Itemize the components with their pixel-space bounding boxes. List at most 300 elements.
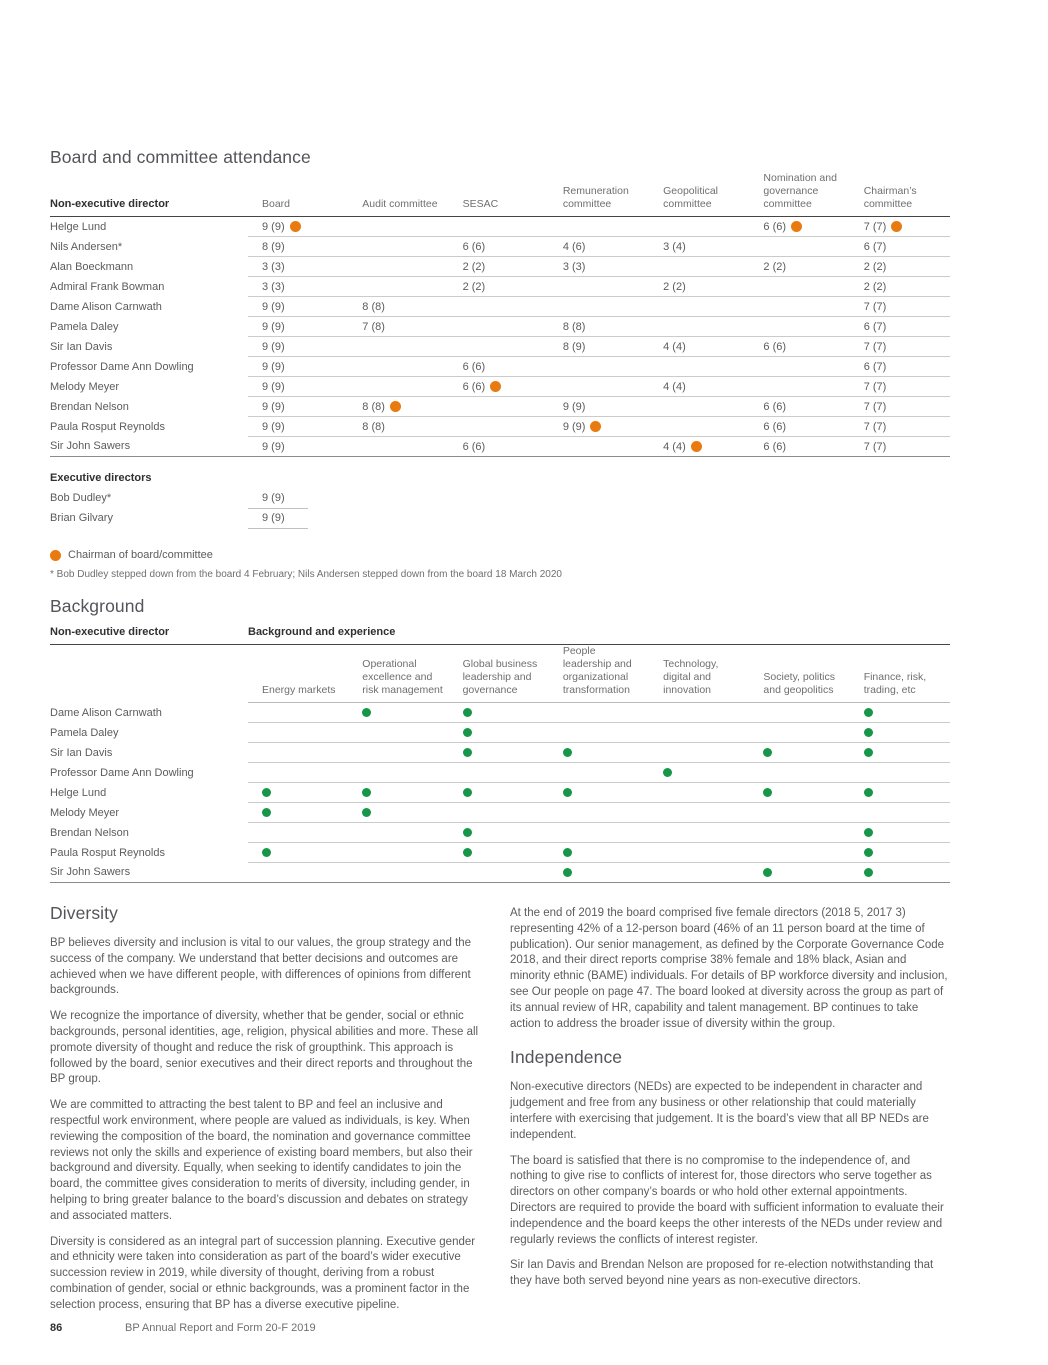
attendance-cell [649, 297, 749, 317]
experience-cell [850, 783, 950, 803]
attendance-value: 6 (6) [763, 340, 787, 353]
chairman-dot-icon [691, 441, 702, 452]
attendance-cell [549, 397, 649, 417]
experience-cell [348, 823, 448, 843]
director-name: Bob Dudley* [50, 492, 112, 504]
attendance-table-row [50, 377, 950, 397]
attendance-table-row [50, 237, 950, 257]
experience-dot-icon [463, 728, 472, 737]
attendance-cell [850, 217, 950, 237]
background-column-header: Finance, risk, trading, etc [850, 645, 950, 703]
experience-cell [348, 703, 448, 723]
experience-cell [649, 763, 749, 783]
experience-dot-icon [563, 788, 572, 797]
attendance-header-row [50, 172, 950, 217]
experience-cell [649, 823, 749, 843]
background-table-body [50, 703, 950, 883]
director-name: Brendan Nelson [50, 826, 129, 839]
experience-dot-icon [362, 708, 371, 717]
chairman-dot-icon [791, 221, 802, 232]
attendance-value: 9 (9) [562, 420, 586, 433]
attendance-value: 6 (7) [863, 240, 887, 253]
experience-cell [449, 703, 549, 723]
attendance-cell [649, 377, 749, 397]
body-paragraph: Sir Ian Davis and Brendan Nelson are proposed for re-election notwithstanding that they have both served beyond nine years as non-executive directors. [510, 1259, 934, 1288]
attendance-cell [549, 377, 649, 397]
experience-cell [248, 743, 348, 763]
attendance-value: 6 (6) [462, 240, 486, 253]
experience-dot-icon [463, 708, 472, 717]
attendance-cell [449, 317, 549, 337]
attendance-cell [649, 237, 749, 257]
director-name: Dame Alison Carnwath [50, 706, 162, 719]
attendance-table-row [50, 417, 950, 437]
attendance-value: 4 (4) [663, 340, 686, 353]
experience-cell [248, 763, 348, 783]
experience-cell [649, 803, 749, 823]
attendance-value: 8 (8) [362, 300, 385, 313]
attendance-table-wrap [50, 172, 950, 457]
chairman-dot-icon [590, 421, 601, 432]
attendance-cell [348, 237, 448, 257]
experience-cell [749, 823, 849, 843]
background-table-row [50, 783, 950, 803]
experience-dot-icon [763, 788, 772, 797]
attendance-value: 6 (7) [863, 360, 887, 373]
attendance-cell [449, 257, 549, 277]
attendance-value: 8 (9) [262, 240, 285, 253]
independence-paragraphs [510, 1080, 948, 1290]
experience-dot-icon [864, 828, 873, 837]
attendance-cell [549, 417, 649, 437]
attendance-value: 9 (9) [248, 488, 308, 509]
attendance-cell [850, 297, 950, 317]
attendance-value: 4 (4) [663, 380, 686, 393]
attendance-value: 3 (3) [262, 260, 285, 273]
attendance-value: 7 (7) [863, 220, 887, 233]
executive-directors-block [50, 472, 308, 528]
attendance-cell [749, 357, 849, 377]
background-section-title: Background [50, 596, 145, 616]
attendance-cell [649, 217, 749, 237]
executive-director-row [50, 488, 308, 508]
experience-dot-icon [463, 788, 472, 797]
experience-dot-icon [563, 848, 572, 857]
experience-cell [850, 843, 950, 863]
experience-dot-icon [763, 868, 772, 877]
attendance-value: 9 (9) [262, 220, 285, 233]
attendance-value: 9 (9) [262, 300, 285, 313]
attendance-cell [549, 217, 649, 237]
attendance-cell [449, 397, 549, 417]
attendance-cell [549, 257, 649, 277]
attendance-cell [348, 357, 448, 377]
attendance-cell [248, 337, 348, 357]
background-column-header: Energy markets [248, 645, 348, 703]
attendance-cell [449, 377, 549, 397]
attendance-value: 3 (3) [262, 280, 285, 293]
experience-cell [248, 843, 348, 863]
experience-dot-icon [262, 848, 271, 857]
experience-cell [549, 703, 649, 723]
experience-cell [850, 703, 950, 723]
attendance-value: 9 (9) [262, 400, 285, 413]
attendance-cell [449, 417, 549, 437]
body-paragraph: At the end of 2019 the board comprised five female directors (2018 5, 2017 3) representing 42% of a 12-person board (46% of an 11 person board at the time of publication). Our senior management, as defined by the Corporate Governance Code 2018, and their direct reports comprise 38% female and 18% black, Asian and minority ethnic (BAME) individuals. For details of BP workforce diversity and inclusion, see Our people on page 47. The board looked at diversity across the group as part of its annual review of HR, capability and talent management. BP continues to take action to address the broader issue of diversity within the group. [510, 907, 948, 1030]
body-paragraph: We recognize the importance of diversity, whether that be gender, social or ethnic backgrounds, personal identities, age, religion, physical abilities and more. These all promote diversity of thought and reduce the risk of groupthink. This approach is followed by the board, senior executives and their direct reports and throughout the BP group. [50, 1010, 479, 1086]
experience-cell [649, 783, 749, 803]
attendance-cell [549, 357, 649, 377]
executive-directors-header: Executive directors [50, 472, 152, 484]
attendance-table-row [50, 217, 950, 237]
page-footer [50, 1322, 950, 1334]
attendance-cell [749, 397, 849, 417]
attendance-column-header: Audit committee [348, 172, 448, 217]
experience-cell [248, 703, 348, 723]
attendance-value: 9 (9) [562, 400, 586, 413]
chairman-dot-icon [390, 401, 401, 412]
director-name: Paula Rosput Reynolds [50, 846, 165, 859]
attendance-value: 7 (7) [863, 380, 887, 393]
right-column [510, 906, 948, 1300]
experience-cell [649, 843, 749, 863]
attendance-cell [449, 277, 549, 297]
experience-dot-icon [864, 848, 873, 857]
attendance-value: 9 (9) [262, 360, 285, 373]
experience-cell [649, 863, 749, 883]
attendance-cell [348, 377, 448, 397]
body-paragraph: BP believes diversity and inclusion is vital to our values, the group strategy and the success of the company. We understand that better decisions and outcomes are achieved when we have different people, with differences of opinions from different backgrounds. [50, 937, 472, 997]
experience-cell [850, 763, 950, 783]
director-name: Professor Dame Ann Dowling [50, 766, 194, 779]
attendance-table-row [50, 257, 950, 277]
experience-cell [850, 743, 950, 763]
attendance-cell [649, 257, 749, 277]
experience-dot-icon [864, 728, 873, 737]
attendance-column-header: SESAC [449, 172, 549, 217]
experience-dot-icon [463, 828, 472, 837]
attendance-cell [348, 337, 448, 357]
attendance-value: 9 (9) [262, 340, 285, 353]
attendance-cell [348, 437, 448, 457]
attendance-cell [248, 377, 348, 397]
experience-cell [850, 863, 950, 883]
background-table-row [50, 703, 950, 723]
experience-cell [749, 723, 849, 743]
attendance-cell [850, 277, 950, 297]
experience-dot-icon [663, 768, 672, 777]
experience-cell [449, 843, 549, 863]
attendance-value: 9 (9) [262, 380, 285, 393]
attendance-cell [248, 437, 348, 457]
attendance-value: 2 (2) [462, 280, 486, 293]
attendance-value: 7 (7) [863, 400, 887, 413]
experience-cell [248, 783, 348, 803]
attendance-column-header: Chairman’s committee [850, 172, 950, 217]
background-group-header: Background and experience [248, 626, 950, 645]
experience-dot-icon [362, 808, 371, 817]
attendance-cell [248, 317, 348, 337]
report-title: BP Annual Report and Form 20-F 2019 [125, 1322, 316, 1334]
chair-legend-label: Chairman of board/committee [68, 549, 213, 561]
experience-cell [549, 823, 649, 843]
attendance-value: 4 (4) [663, 440, 686, 453]
attendance-cell [348, 397, 448, 417]
attendance-cell [549, 337, 649, 357]
director-name: Sir John Sawers [50, 863, 248, 883]
experience-cell [850, 803, 950, 823]
attendance-cell [348, 417, 448, 437]
attendance-value: 6 (6) [763, 220, 787, 233]
attendance-value: 7 (7) [863, 340, 887, 353]
chairman-dot-icon [50, 550, 61, 561]
experience-dot-icon [362, 788, 371, 797]
experience-dot-icon [864, 788, 873, 797]
attendance-cell [248, 217, 348, 237]
page-number: 86 [50, 1322, 63, 1334]
experience-cell [749, 803, 849, 823]
experience-cell [348, 723, 448, 743]
attendance-table-row [50, 437, 950, 457]
background-column-header: Global business leadership and governance [449, 645, 549, 703]
attendance-cell [549, 297, 649, 317]
attendance-cell [749, 257, 849, 277]
experience-cell [248, 823, 348, 843]
attendance-cell [749, 297, 849, 317]
attendance-cell [248, 277, 348, 297]
body-paragraph: We are committed to attracting the best talent to BP and feel an inclusive and respectful work environment, where people are valued as individuals, is key. When reviewing the composition of the board, the nomination and governance committee reviews not only the skills and experience of existing board members, but also their background and diversity. Equally, when seeking to identify candidates to join the board, the committee gives consideration to merits of diversity, including gender, in helping to bring greater balance to the board’s discussion and debates on strategy and associated matters. [50, 1099, 473, 1222]
attendance-cell [649, 317, 749, 337]
attendance-column-header: Geopolitical committee [649, 172, 749, 217]
body-paragraph: Diversity is considered as an integral part of succession planning. Executive gender and ethnicity were taken into consideration as part of the board’s wider executive succession review in 2019, while diversity of thought, deriving from a robust combination of gender, social or ethnic backgrounds, was a prominent factor in the selection process, ensuring that BP has a diverse executive pipeline. [50, 1235, 476, 1311]
attendance-value: 6 (6) [462, 440, 486, 453]
body-paragraph: Non-executive directors (NEDs) are expected to be independent in character and judgement and free from any business or other relationship that could materially interfere with exercising that judgement. It is the board’s view that all BP NEDs are independent. [510, 1081, 929, 1141]
attendance-value: 6 (6) [763, 420, 787, 433]
experience-cell [449, 803, 549, 823]
attendance-value: 6 (7) [863, 320, 887, 333]
attendance-value: 8 (9) [562, 340, 586, 353]
attendance-value: 2 (2) [863, 260, 887, 273]
experience-dot-icon [563, 868, 572, 877]
attendance-value: 6 (6) [763, 400, 787, 413]
director-name: Brendan Nelson [50, 400, 129, 413]
attendance-value: 2 (2) [462, 260, 486, 273]
attendance-table-row [50, 397, 950, 417]
director-name: Brian Gilvary [50, 512, 113, 524]
attendance-cell [549, 277, 649, 297]
attendance-cell [649, 397, 749, 417]
attendance-value: 2 (2) [663, 280, 686, 293]
attendance-cell [749, 217, 849, 237]
independence-title: Independence [510, 1047, 623, 1068]
experience-cell [449, 863, 549, 883]
experience-dot-icon [463, 748, 472, 757]
background-table-row [50, 723, 950, 743]
experience-dot-icon [864, 748, 873, 757]
attendance-cell [348, 217, 448, 237]
attendance-value: 6 (6) [763, 440, 787, 453]
experience-cell [248, 803, 348, 823]
attendance-name-header: Non-executive director [50, 172, 248, 217]
attendance-cell [749, 317, 849, 337]
experience-cell [749, 743, 849, 763]
chair-legend [50, 549, 213, 561]
director-name: Sir John Sawers [50, 437, 248, 457]
attendance-value: 7 (7) [863, 300, 887, 313]
diversity-title: Diversity [50, 903, 118, 923]
attendance-cell [348, 277, 448, 297]
attendance-table-row [50, 357, 950, 377]
background-column-header-row [50, 645, 950, 703]
attendance-cell [649, 437, 749, 457]
attendance-cell [248, 237, 348, 257]
background-column-header: Society, politics and geopolitics [749, 645, 849, 703]
attendance-cell [850, 237, 950, 257]
attendance-table-body [50, 217, 950, 457]
experience-cell [749, 863, 849, 883]
experience-cell [549, 803, 649, 823]
attendance-value: 2 (2) [763, 260, 787, 273]
director-name: Professor Dame Ann Dowling [50, 360, 194, 373]
experience-cell [749, 703, 849, 723]
attendance-cell [850, 257, 950, 277]
attendance-cell [449, 437, 549, 457]
body-paragraph: The board is satisfied that there is no compromise to the independence of, and nothing to give rise to conflicts of interest for, those directors who serve together as directors on other company’s boards or who hold other external appointments. Directors are required to provide the board with sufficient information to evaluate their independence and the board keeps the other interests of the NEDs under review and regularly reviews the conflicts of interest register. [510, 1154, 944, 1246]
attendance-value: 2 (2) [863, 280, 887, 293]
attendance-cell [749, 377, 849, 397]
attendance-cell [850, 357, 950, 377]
background-table [50, 626, 950, 883]
background-empty-header [50, 645, 248, 703]
attendance-table-row [50, 337, 950, 357]
experience-cell [248, 723, 348, 743]
attendance-table-row [50, 317, 950, 337]
experience-cell [348, 763, 448, 783]
experience-cell [348, 843, 448, 863]
executive-directors-rows [50, 488, 308, 528]
director-name: Sir Ian Davis [50, 746, 113, 759]
director-name: Pamela Daley [50, 726, 119, 739]
director-name: Pamela Daley [50, 320, 119, 333]
attendance-value: 8 (8) [362, 420, 385, 433]
experience-cell [348, 863, 448, 883]
director-name: Dame Alison Carnwath [50, 300, 162, 313]
director-name: Alan Boeckmann [50, 260, 134, 273]
experience-cell [649, 723, 749, 743]
attendance-cell [248, 297, 348, 317]
attendance-cell [449, 217, 549, 237]
director-name: Helge Lund [50, 786, 107, 799]
attendance-cell [248, 417, 348, 437]
diversity-right-paragraphs [510, 906, 948, 1032]
attendance-cell [850, 417, 950, 437]
experience-cell [549, 723, 649, 743]
chairman-dot-icon [490, 381, 501, 392]
attendance-cell [348, 297, 448, 317]
experience-cell [549, 783, 649, 803]
attendance-column-header: Remuneration committee [549, 172, 649, 217]
attendance-section-title: Board and committee attendance [50, 147, 311, 167]
diversity-column [50, 903, 490, 1324]
attendance-cell [549, 237, 649, 257]
attendance-footnote: * Bob Dudley stepped down from the board 4 February; Nils Andersen stepped down from the board 18 March 2020 [50, 569, 562, 580]
attendance-cell [649, 277, 749, 297]
background-name-header: Non-executive director [50, 626, 248, 645]
experience-cell [449, 743, 549, 763]
attendance-table [50, 172, 950, 457]
attendance-cell [850, 317, 950, 337]
director-name: Melody Meyer [50, 806, 120, 819]
chairman-dot-icon [891, 221, 902, 232]
attendance-value: 9 (9) [262, 420, 285, 433]
experience-cell [549, 763, 649, 783]
attendance-cell [850, 397, 950, 417]
attendance-cell [248, 397, 348, 417]
experience-cell [248, 863, 348, 883]
experience-cell [449, 723, 549, 743]
experience-cell [649, 743, 749, 763]
experience-cell [850, 723, 950, 743]
experience-cell [749, 763, 849, 783]
background-table-row [50, 843, 950, 863]
attendance-value: 4 (6) [562, 240, 586, 253]
attendance-value: 9 (9) [262, 320, 285, 333]
experience-cell [449, 783, 549, 803]
attendance-cell [649, 417, 749, 437]
attendance-cell [549, 437, 649, 457]
experience-dot-icon [262, 788, 271, 797]
attendance-value: 3 (3) [562, 260, 586, 273]
background-table-row [50, 763, 950, 783]
attendance-table-row [50, 277, 950, 297]
attendance-cell [248, 257, 348, 277]
attendance-cell [449, 297, 549, 317]
background-table-wrap [50, 626, 950, 883]
attendance-table-row [50, 297, 950, 317]
attendance-cell [749, 437, 849, 457]
experience-cell [649, 703, 749, 723]
director-name: Helge Lund [50, 220, 107, 233]
background-column-header: Technology, digital and innovation [649, 645, 749, 703]
attendance-cell [248, 357, 348, 377]
background-table-row [50, 743, 950, 763]
background-column-header: People leadership and organizational transformation [549, 645, 649, 703]
attendance-column-header: Board [248, 172, 348, 217]
director-name: Melody Meyer [50, 380, 120, 393]
attendance-cell [850, 437, 950, 457]
experience-cell [348, 783, 448, 803]
background-table-row [50, 823, 950, 843]
experience-dot-icon [262, 808, 271, 817]
attendance-cell [749, 337, 849, 357]
background-group-header-row [50, 626, 950, 645]
attendance-cell [549, 317, 649, 337]
attendance-value: 7 (8) [362, 320, 385, 333]
experience-dot-icon [864, 708, 873, 717]
experience-cell [549, 843, 649, 863]
background-table-row [50, 863, 950, 883]
experience-dot-icon [864, 868, 873, 877]
experience-cell [549, 743, 649, 763]
attendance-cell [449, 237, 549, 257]
attendance-cell [348, 317, 448, 337]
diversity-paragraphs [50, 936, 490, 1314]
attendance-value: 3 (4) [663, 240, 686, 253]
attendance-cell [449, 357, 549, 377]
experience-cell [850, 823, 950, 843]
chairman-dot-icon [290, 221, 301, 232]
attendance-cell [649, 357, 749, 377]
